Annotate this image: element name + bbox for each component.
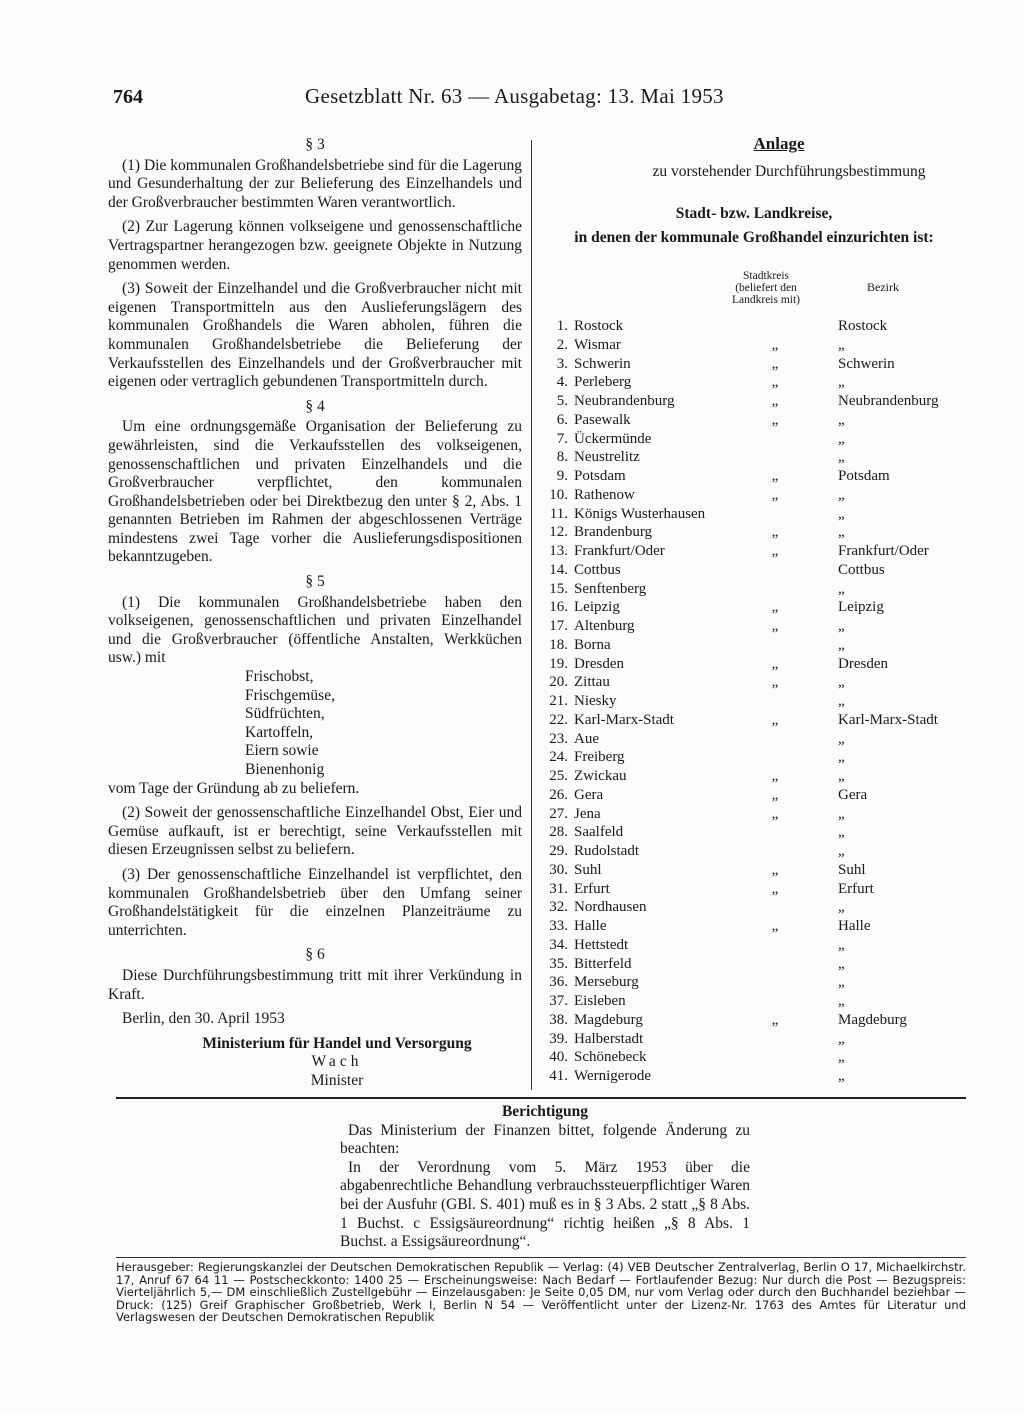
bezirk-name: „: [838, 974, 845, 991]
row-number: 23.: [549, 730, 568, 747]
kreis-name: Dresden: [574, 655, 624, 672]
section-3-heading: § 3: [305, 136, 325, 153]
row-number: 28.: [549, 824, 568, 841]
kreis-name: Senftenberg: [574, 580, 647, 597]
kreis-name: Zwickau: [574, 768, 627, 784]
table-row: [543, 506, 965, 525]
row-number: 3.: [556, 355, 568, 372]
stadtkreis-ditto: „: [771, 524, 779, 541]
kreis-name: Aue: [574, 730, 599, 747]
row-number: 22.: [549, 711, 568, 728]
row-number: 40.: [549, 1049, 568, 1066]
table-row: [543, 656, 965, 675]
gazette-title: Gesetzblatt Nr. 63 — Ausgabetag: 13. Mai 1953: [305, 84, 724, 108]
row-number: 37.: [549, 993, 568, 1009]
row-number: 31.: [549, 880, 568, 897]
bezirk-name: Magdeburg: [838, 1011, 907, 1028]
bezirk-name: Karl-Marx-Stadt: [838, 711, 938, 728]
kreis-name: Perleberg: [574, 374, 632, 391]
stadtkreis-ditto: „: [771, 861, 779, 878]
bezirk-name: „: [838, 636, 845, 653]
stadtkreis-ditto: „: [771, 805, 779, 822]
kreis-name: Suhl: [574, 861, 602, 878]
table-row: [543, 881, 965, 900]
bezirk-name: „: [838, 336, 845, 353]
bezirk-name: Halle: [838, 918, 871, 934]
column-divider: [531, 140, 532, 1090]
stadtkreis-ditto: „: [771, 655, 779, 672]
row-number: 18.: [549, 636, 568, 653]
bezirk-name: Potsdam: [838, 468, 890, 484]
table-row: [543, 768, 965, 787]
bezirk-name: Cottbus: [838, 561, 885, 578]
row-number: 16.: [549, 599, 568, 616]
kreis-name: Halberstadt: [574, 1030, 644, 1047]
section-4-para-1: Um eine ordnungsgemäße Organisation der Belieferung zu gewährleisten, sind die Verkaufsstellen des volkseigenen, genossenschaftlichen und privaten Einzelhandels und die Großverbraucher verpflichtet, den kommunalen Großhandelsbetrieben oder bei Direktbezug den unter § 2, Abs. 1 genannten Betrieben im Rahmen der abgeschlossenen Verträge mindestens zwei Tage vorher die Auslieferungsdispositionen bekanntzugeben.: [108, 418, 522, 566]
kreis-name: Jena: [574, 805, 601, 822]
bezirk-name: „: [838, 430, 845, 447]
stadtkreis-ditto: „: [771, 618, 779, 634]
row-number: 1.: [556, 318, 568, 334]
table-row: [543, 487, 965, 506]
table-row: [543, 412, 965, 431]
left-column: [108, 132, 522, 1091]
kreis-name: Merseburg: [574, 974, 639, 991]
row-number: 17.: [549, 618, 568, 634]
kreis-name: Magdeburg: [574, 1011, 643, 1028]
bezirk-name: „: [838, 524, 845, 541]
bezirk-name: „: [838, 955, 845, 972]
product-item: Kartoffeln,: [245, 723, 314, 741]
kreis-name: Königs Wusterhausen: [574, 505, 706, 522]
table-row: [543, 581, 965, 600]
row-number: 5.: [556, 393, 568, 409]
ministry-name: Ministerium für Handel und Versorgung: [202, 1034, 472, 1052]
anlage-section: [543, 134, 965, 1084]
section-5-para-3: (3) Der genossenschaftliche Einzelhandel ist verpflichtet, den kommunalen Großhandelsbetrieb über den Umfang seiner Großhandelstätigkeit für die einzelnen Planzeiträume zu unterrichten.: [108, 865, 522, 939]
bezirk-name: Dresden: [838, 655, 888, 672]
product-item: Südfrüchten,: [245, 705, 325, 723]
section-4-heading: § 4: [305, 397, 325, 415]
row-number: 35.: [549, 955, 568, 972]
stadtkreis-ditto: „: [771, 486, 779, 503]
row-number: 27.: [549, 805, 568, 822]
bezirk-name: Leipzig: [838, 599, 884, 616]
stadtkreis-ditto: „: [771, 599, 779, 616]
page-number: 764: [113, 86, 143, 108]
bezirk-name: „: [838, 693, 845, 709]
table-row: [543, 599, 965, 618]
kreis-name: Rathenow: [574, 486, 635, 503]
table-row: [543, 524, 965, 543]
kreis-name: Rostock: [574, 318, 624, 334]
kreis-name: Potsdam: [574, 468, 626, 484]
row-number: 8.: [556, 449, 568, 466]
kreis-name: Wismar: [574, 336, 621, 353]
bezirk-name: „: [838, 618, 845, 634]
section-5-para-1-end: vom Tage der Gründung ab zu beliefern.: [108, 779, 360, 797]
bezirk-name: „: [838, 1068, 845, 1084]
table-row: [543, 337, 965, 356]
table-row: [543, 562, 965, 581]
bezirk-name: „: [838, 824, 845, 841]
stadtkreis-ditto: „: [771, 374, 779, 391]
table-row: [543, 1068, 965, 1087]
row-number: 41.: [549, 1068, 568, 1084]
table-row: [543, 956, 965, 975]
kreis-name: Erfurt: [574, 880, 610, 897]
section-3-para-3: (3) Soweit der Einzelhandel und die Großverbraucher nicht mit eigenen Transportmitteln aus den Auslieferungslägern des kommunalen Großhandels die Waren abholen, führen die kommunalen Großhandelsbetriebe die Belieferung der Verkaufsstellen des Einzelhandels und der Großverbraucher mit eigenen oder vertraglich gebundenen Transportmitteln durch.: [108, 280, 522, 391]
table-row: [543, 1031, 965, 1050]
kreis-name: Neubrandenburg: [574, 393, 675, 409]
row-number: 4.: [556, 374, 568, 391]
kreis-name: Schwerin: [574, 355, 631, 372]
kreis-name: Leipzig: [574, 599, 620, 616]
row-number: 24.: [549, 749, 568, 766]
berichtigung-para-2: In der Verordnung vom 5. März 1953 über die abgabenrechtliche Behandlung verbrauchssteuerpflichtiger Waren bei der Ausfuhr (GBl. S. 401) muß es in § 3 Abs. 2 statt „§ 8 Abs. 1 Buchst. c Essigsäureordnung“ richtig heißen „§ 8 Abs. 1 Buchst. a Essigsäureordnung“.: [340, 1158, 750, 1251]
table-row: [543, 1012, 965, 1031]
table-row: [543, 862, 965, 881]
row-number: 20.: [549, 674, 568, 691]
berichtigung-section: [340, 1103, 750, 1252]
table-row: [543, 749, 965, 768]
row-number: 2.: [556, 336, 568, 353]
product-list: [245, 668, 522, 780]
section-divider: [116, 1097, 966, 1099]
kreis-name: Pasewalk: [574, 411, 631, 428]
bezirk-name: „: [838, 1049, 845, 1066]
stadtkreis-ditto: „: [771, 768, 779, 784]
table-row: [543, 806, 965, 825]
row-number: 33.: [549, 918, 568, 934]
bezirk-name: Schwerin: [838, 355, 895, 372]
column-header-bezirk: Bezirk: [867, 280, 899, 294]
kreis-name: Rudolstadt: [574, 843, 640, 859]
kreis-name: Neustrelitz: [574, 449, 640, 466]
column-header-stadtkreis: Stadtkreis (beliefert den Landkreis mit): [731, 270, 801, 306]
bezirk-name: „: [838, 993, 845, 1009]
kreis-name: Saalfeld: [574, 824, 624, 841]
table-row: [543, 693, 965, 712]
stadtkreis-ditto: „: [771, 543, 779, 559]
row-number: 38.: [549, 1011, 568, 1028]
kreis-name: Frankfurt/Oder: [574, 543, 665, 559]
stadtkreis-ditto: „: [771, 711, 779, 728]
table-row: [543, 787, 965, 806]
bezirk-name: Frankfurt/Oder: [838, 543, 929, 559]
stadtkreis-ditto: „: [771, 393, 779, 409]
row-number: 12.: [549, 524, 568, 541]
page-header: [0, 84, 1024, 114]
stadtkreis-ditto: „: [771, 355, 779, 372]
bezirk-name: „: [838, 749, 845, 766]
kreis-name: Zittau: [574, 674, 610, 691]
bezirk-name: „: [838, 674, 845, 691]
table-row: [543, 543, 965, 562]
bezirk-name: „: [838, 1030, 845, 1047]
section-6-para-1: Diese Durchführungsbestimmung tritt mit ihrer Verkündung in Kraft.: [108, 966, 522, 1003]
kreis-name: Brandenburg: [574, 524, 653, 541]
kreis-name: Altenburg: [574, 618, 635, 634]
row-number: 15.: [549, 580, 568, 597]
bezirk-name: „: [838, 374, 845, 391]
row-number: 25.: [549, 768, 568, 784]
row-number: 6.: [556, 411, 568, 428]
bezirk-name: „: [838, 580, 845, 597]
table-row: [543, 468, 965, 487]
stadtkreis-ditto: „: [771, 918, 779, 934]
kreis-name: Schönebeck: [574, 1049, 647, 1066]
kreis-name: Gera: [574, 786, 604, 803]
table-row: [543, 618, 965, 637]
section-6-heading: § 6: [305, 946, 325, 964]
kreis-name: Eisleben: [574, 993, 626, 1009]
table-row: [543, 993, 965, 1012]
table-row: [543, 431, 965, 450]
kreis-name: Wernigerode: [574, 1068, 652, 1084]
bezirk-name: „: [838, 486, 845, 503]
row-number: 30.: [549, 861, 568, 878]
stadtkreis-ditto: „: [771, 674, 779, 691]
table-row: [543, 712, 965, 731]
row-number: 14.: [549, 561, 568, 578]
bezirk-name: „: [838, 730, 845, 747]
berichtigung-para-1: Das Ministerium der Finanzen bittet, folgende Änderung zu beachten:: [340, 1121, 750, 1158]
table-row: [543, 1049, 965, 1068]
anlage-heading-2: in denen der kommunale Großhandel einzurichten ist:: [574, 229, 934, 246]
section-3-para-1: (1) Die kommunalen Großhandelsbetriebe sind für die Lagerung und Gesunderhaltung der zur Belieferung des Einzelhandels und der Großverbraucher bestimmten Waren verantwortlich.: [108, 156, 522, 211]
row-number: 21.: [549, 693, 568, 709]
product-item: Bienenhonig: [245, 761, 325, 778]
bezirk-name: Gera: [838, 786, 868, 803]
anlage-title: Anlage: [753, 134, 805, 153]
bezirk-name: „: [838, 449, 845, 466]
bezirk-name: „: [838, 936, 845, 953]
section-3-para-2: (2) Zur Lagerung können volkseigene und genossenschaftliche Vertragspartner herangezogen bzw. geeignete Objekte in Nutzung genommen werden.: [108, 218, 522, 273]
bezirk-name: Rostock: [838, 318, 888, 334]
row-number: 7.: [556, 430, 568, 447]
row-number: 19.: [549, 655, 568, 672]
table-row: [543, 918, 965, 937]
row-number: 9.: [556, 468, 568, 484]
table-row: [543, 674, 965, 693]
section-5-para-2: (2) Soweit der genossenschaftliche Einzelhandel Obst, Eier und Gemüse aufkauft, ist er berechtigt, seine Verkaufsstellen mit diesen Erzeugnissen selbst zu beliefern.: [108, 804, 522, 859]
kreis-name: Nordhausen: [574, 899, 647, 916]
bezirk-name: Neubrandenburg: [838, 393, 939, 409]
row-number: 11.: [549, 505, 568, 522]
anlage-heading-1: Stadt- bzw. Landkreise,: [675, 205, 833, 222]
table-row: [543, 374, 965, 393]
row-number: 13.: [549, 543, 568, 559]
kreis-name: Borna: [574, 636, 611, 653]
stadtkreis-ditto: „: [771, 786, 779, 803]
kreis-name: Ückermünde: [574, 430, 652, 447]
kreis-name: Hettstedt: [574, 936, 629, 953]
table-row: [543, 974, 965, 993]
bezirk-name: „: [838, 899, 845, 916]
product-item: Frischgemüse,: [245, 686, 335, 704]
signature-date: Berlin, den 30. April 1953: [122, 1010, 285, 1028]
table-row: [543, 937, 965, 956]
stadtkreis-ditto: „: [771, 411, 779, 428]
bezirk-name: Erfurt: [838, 880, 874, 897]
stadtkreis-ditto: „: [771, 1011, 779, 1028]
row-number: 26.: [549, 786, 568, 803]
stadtkreis-ditto: „: [771, 880, 779, 897]
table-row: [543, 318, 965, 337]
kreis-name: Freiberg: [574, 749, 625, 766]
table-row: [543, 449, 965, 468]
table-row: [543, 393, 965, 412]
table-row: [543, 731, 965, 750]
anlage-subtitle: zu vorstehender Durchführungsbestimmung: [652, 163, 926, 180]
stadtkreis-ditto: „: [771, 468, 779, 484]
bezirk-name: Suhl: [838, 861, 866, 878]
section-5-heading: § 5: [305, 573, 325, 591]
kreis-name: Bitterfeld: [574, 955, 632, 972]
kreis-name: Halle: [574, 918, 607, 934]
row-number: 29.: [549, 843, 568, 859]
kreis-name: Karl-Marx-Stadt: [574, 711, 674, 728]
signer-name: Wach: [311, 1053, 363, 1071]
table-row: [543, 899, 965, 918]
bezirk-name: „: [838, 805, 845, 822]
row-number: 39.: [549, 1030, 568, 1047]
section-5-para-1: (1) Die kommunalen Großhandelsbetriebe haben den volkseigenen, genossenschaftlichen und privaten Einzelhandel und die Großverbraucher (öffentliche Anstalten, Werkküchen usw.) mit: [108, 593, 522, 667]
row-number: 32.: [549, 899, 568, 916]
product-item: Eiern sowie: [245, 742, 319, 760]
signer-title: Minister: [310, 1071, 364, 1089]
berichtigung-title: Berichtigung: [501, 1103, 589, 1120]
bezirk-name: „: [838, 768, 845, 784]
table-row: [543, 637, 965, 656]
table-row: [543, 824, 965, 843]
bezirk-name: „: [838, 843, 845, 859]
footer-divider: [116, 1257, 966, 1258]
row-number: 10.: [549, 486, 568, 503]
product-item: Frischobst,: [245, 668, 314, 686]
stadtkreis-ditto: „: [771, 336, 779, 353]
bezirk-name: „: [838, 411, 845, 428]
row-number: 34.: [549, 936, 568, 953]
table-row: [543, 843, 965, 862]
bezirk-name: „: [838, 505, 845, 522]
kreis-name: Cottbus: [574, 561, 621, 578]
row-number: 36.: [549, 974, 568, 991]
table-row: [543, 356, 965, 375]
publisher-footer: Herausgeber: Regierungskanzlei der Deutschen Demokratischen Republik — Verlag: (4) VEB Deutscher Zentralverlag, Berlin O 17, Michaelkirchstr. 17, Anruf 67 64 11 — Postscheckkonto: 1400 25 — Erscheinungsweise: Nach Bedarf — Fortlaufender Bezug: Nur durch die Post — Bezugspreis: Vierteljährlich 5,— DM einschließlich Zustellgebühr — Einzelausgaben: Je Seite 0,05 DM, nur vom Verlag oder durch den Buchhandel beziehbar — Druck: (125) Greif Graphischer Großbetrieb, Werk I, Berlin N 54 — Veröffentlicht unter der Lizenz-Nr. 1763 des Amtes für Literatur und Verlagswesen der Deutschen Demokratischen Republik: [116, 1260, 966, 1324]
kreis-name: Niesky: [574, 693, 617, 709]
